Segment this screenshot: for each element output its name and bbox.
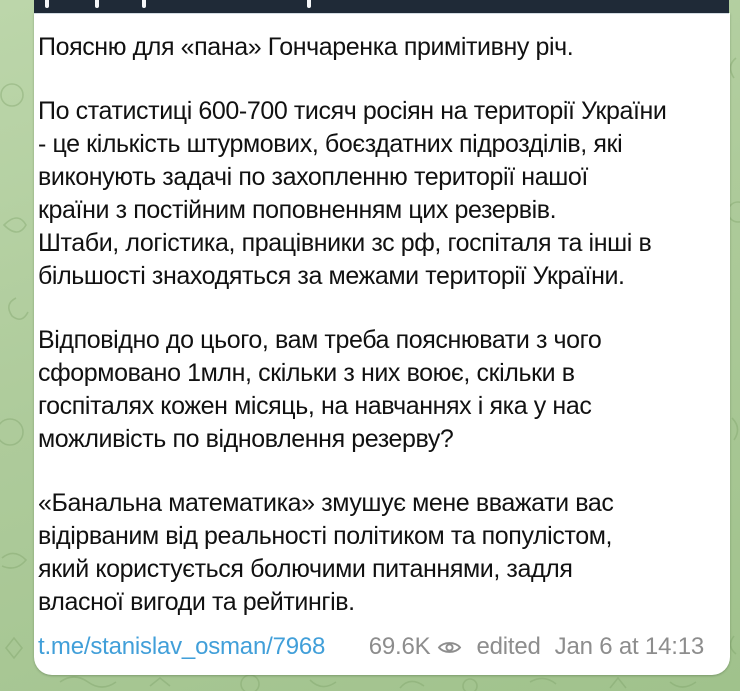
post-link[interactable]: t.me/stanislav_osman/7968 [38, 633, 326, 660]
message-text [38, 31, 704, 619]
message-paragraph [38, 95, 704, 293]
message-line: По статистиці 600-700 тисяч росіян на території України [38, 97, 667, 125]
message-line: який користується болючими питаннями, задля [38, 555, 573, 583]
cutoff-text-fragment [307, 0, 311, 8]
message-line: - це кількість штурмових, боєздатних підрозділів, які [38, 130, 623, 158]
message-line: «Банальна математика» змушує мене вважати вас [38, 489, 614, 517]
message-line: Поясню для «пана» Гончаренка примітивну річ. [38, 33, 574, 61]
message-line: виконують задачі по захопленню території нашої [38, 163, 588, 191]
edited-label: edited [476, 633, 541, 660]
message-line: власної вигоди та рейтингів. [38, 588, 355, 616]
views-count: 69.6K [368, 633, 431, 660]
cutoff-previous-message-bar [34, 0, 729, 14]
cutoff-text-fragment [142, 0, 146, 8]
cutoff-text-fragment [95, 0, 99, 8]
message-line: можливість по відновлення резерву? [38, 425, 454, 453]
message-line: госпіталях кожен місяць, на навчаннях і яка у нас [38, 392, 592, 420]
views [369, 633, 463, 661]
message-bubble [34, 13, 730, 675]
message-meta [369, 633, 704, 661]
message-line: Відповідно до цього, вам треба пояснювати з чого [38, 326, 602, 354]
message-line: Штаби, логістика, працівники зс рф, госпіталя та інші в [38, 229, 652, 257]
message-paragraph [38, 487, 704, 619]
message-paragraph [38, 31, 704, 64]
message-line: сформовано 1млн, скільки з них воює, скільки в [38, 359, 575, 387]
message-line: відірваним від реальності політиком та популістом, [38, 522, 613, 550]
message-footer [38, 631, 704, 663]
message-line: країни з постійним поповненням цих резервів. [38, 196, 557, 224]
eye-icon [437, 639, 462, 656]
message-line: більшості знаходяться за межами території України. [38, 262, 625, 290]
message-timestamp: Jan 6 at 14:13 [554, 633, 704, 660]
message-paragraph [38, 324, 704, 456]
cutoff-text-fragment [45, 0, 49, 8]
